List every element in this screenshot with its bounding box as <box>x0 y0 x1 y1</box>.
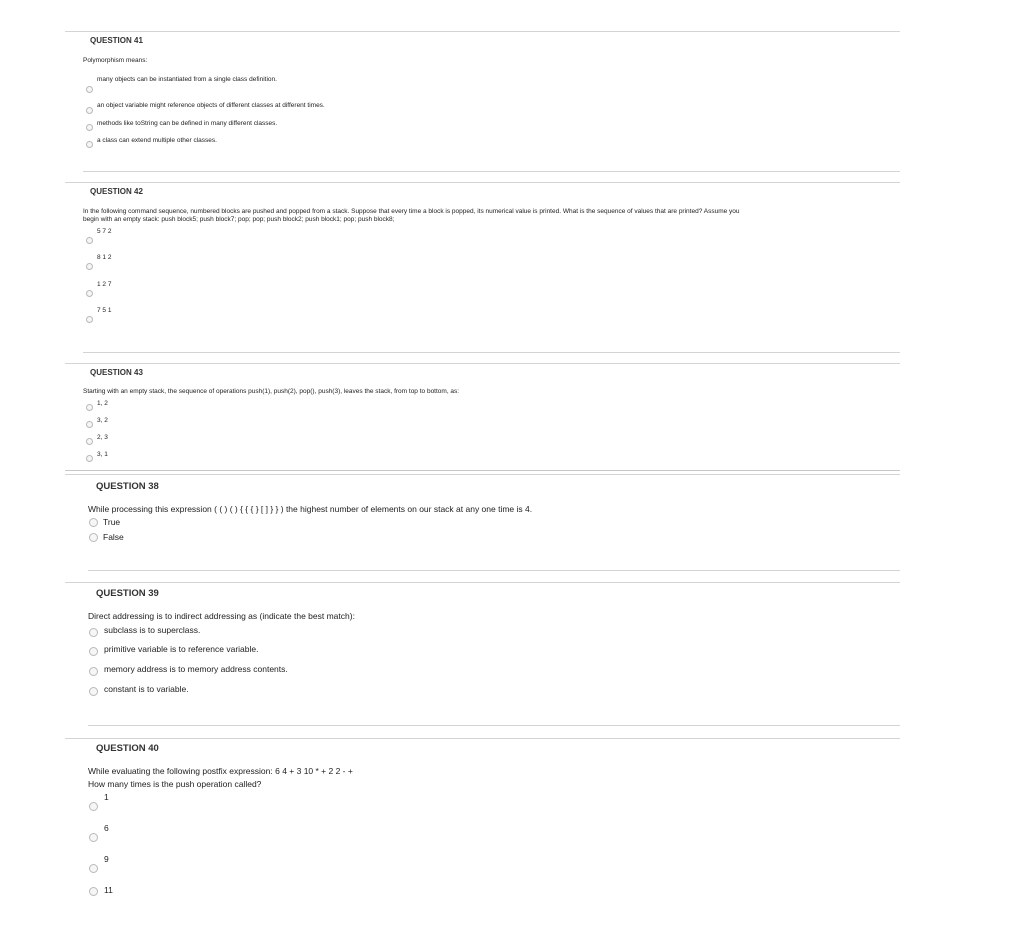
answer-radio[interactable] <box>89 887 98 896</box>
question-title: QUESTION 38 <box>96 481 159 492</box>
answer-radio[interactable] <box>86 421 93 428</box>
question-stem: While processing this expression ( ( ) ( ) { { { } [ ] } } ) the highest number of elements on our stack at any one time is 4. <box>88 504 533 514</box>
answer-radio[interactable] <box>89 518 98 527</box>
answer-radio[interactable] <box>86 237 93 244</box>
answer-option-label: 3, 2 <box>97 417 108 424</box>
divider <box>83 171 900 172</box>
answer-option-label: many objects can be instantiated from a single class definition. <box>97 76 277 83</box>
answer-radio[interactable] <box>86 107 93 114</box>
question-title: QUESTION 42 <box>90 187 143 196</box>
answer-radio[interactable] <box>89 802 98 811</box>
question-title: QUESTION 40 <box>96 743 159 754</box>
question-stem: Polymorphism means: <box>83 57 148 64</box>
divider <box>65 474 900 475</box>
question-stem-line: begin with an empty stack: push block5; push block7; pop; pop; push block2; push block1; pop; push block8; <box>83 216 395 223</box>
answer-radio[interactable] <box>86 290 93 297</box>
answer-option-label: memory address is to memory address contents. <box>104 664 288 674</box>
answer-option-label: 5 7 2 <box>97 228 112 235</box>
divider <box>83 352 900 353</box>
answer-radio[interactable] <box>89 647 98 656</box>
answer-radio[interactable] <box>89 667 98 676</box>
answer-option-label: 1 <box>104 792 109 802</box>
answer-radio[interactable] <box>89 628 98 637</box>
question-stem-line: While evaluating the following postfix expression: 6 4 + 3 10 * + 2 2 - + <box>88 766 353 776</box>
answer-radio[interactable] <box>86 404 93 411</box>
question-title: QUESTION 43 <box>90 368 143 377</box>
question-title: QUESTION 39 <box>96 588 159 599</box>
divider <box>65 470 900 471</box>
question-stem-line: In the following command sequence, numbered blocks are pushed and popped from a stack. Suppose that every time a block is popped, its numerical value is printed. What is the sequence of values that are printed? Assume you <box>83 208 740 215</box>
answer-option-label: 1, 2 <box>97 400 108 407</box>
answer-radio[interactable] <box>86 86 93 93</box>
divider <box>88 725 900 726</box>
question-stem-line: How many times is the push operation called? <box>88 779 262 789</box>
question-stem: Starting with an empty stack, the sequence of operations push(1), push(2), pop(), push(3), leaves the stack, from top to bottom, as: <box>83 388 460 395</box>
answer-radio[interactable] <box>89 687 98 696</box>
answer-radio[interactable] <box>86 263 93 270</box>
question-stem: Direct addressing is to indirect addressing as (indicate the best match): <box>88 611 355 621</box>
answer-option-label: 3, 1 <box>97 451 108 458</box>
answer-radio[interactable] <box>89 833 98 842</box>
answer-option-label: 11 <box>104 885 113 895</box>
answer-option-label: constant is to variable. <box>104 684 189 694</box>
answer-option-label: methods like toString can be defined in many different classes. <box>97 120 278 127</box>
divider <box>65 31 900 32</box>
answer-radio[interactable] <box>86 141 93 148</box>
answer-option-label: 8 1 2 <box>97 254 112 261</box>
answer-option-label: 1 2 7 <box>97 281 112 288</box>
answer-option-label: 2, 3 <box>97 434 108 441</box>
divider <box>65 582 900 583</box>
answer-option-label: primitive variable is to reference variable. <box>104 644 259 654</box>
answer-option-label: a class can extend multiple other classes. <box>97 137 217 144</box>
answer-option-label: subclass is to superclass. <box>104 625 201 635</box>
answer-option-label: 9 <box>104 854 109 864</box>
answer-option-label: an object variable might reference objects of different classes at different times. <box>97 102 325 109</box>
answer-radio[interactable] <box>89 864 98 873</box>
answer-radio[interactable] <box>86 438 93 445</box>
answer-radio[interactable] <box>89 533 98 542</box>
answer-radio[interactable] <box>86 316 93 323</box>
answer-option-label: True <box>103 517 121 527</box>
answer-radio[interactable] <box>86 455 93 462</box>
answer-option-label: 6 <box>104 823 109 833</box>
answer-option-label: False <box>103 532 124 542</box>
divider <box>65 738 900 739</box>
answer-radio[interactable] <box>86 124 93 131</box>
divider <box>88 570 900 571</box>
question-title: QUESTION 41 <box>90 36 143 45</box>
divider <box>65 182 900 183</box>
answer-option-label: 7 5 1 <box>97 307 112 314</box>
divider <box>65 363 900 364</box>
